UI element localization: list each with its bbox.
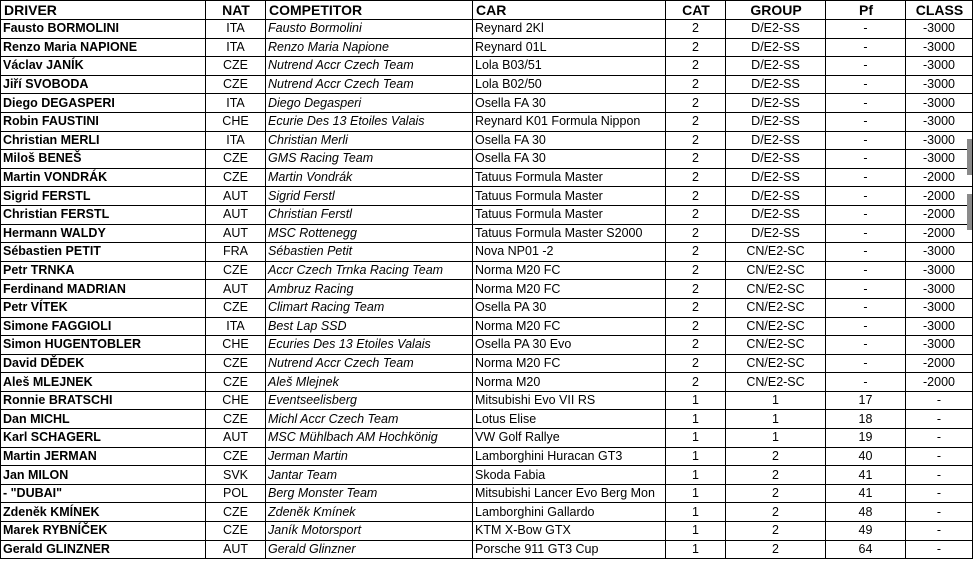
cell-cat: 2 [666,354,726,373]
cell-driver: Fausto BORMOLINI [1,20,206,39]
cell-competitor: Zdeněk Kmínek [266,503,473,522]
cell-car: Tatuus Formula Master [473,187,666,206]
cell-group: D/E2-SS [726,112,826,131]
cell-pf: 41 [826,466,906,485]
cell-driver: Marek RYBNÍČEK [1,522,206,541]
cell-pf: - [826,131,906,150]
cell-class: - [906,447,973,466]
cell-pf: - [826,112,906,131]
header-row [1,1,973,20]
cell-nat: CHE [206,112,266,131]
cell-group: CN/E2-SC [726,280,826,299]
cell-driver: Václav JANÍK [1,57,206,76]
cell-group: CN/E2-SC [726,243,826,262]
cell-nat: CZE [206,150,266,169]
cell-group: 1 [726,391,826,410]
cell-competitor: MSC Rottenegg [266,224,473,243]
cell-class: -3000 [906,112,973,131]
cell-nat: CHE [206,391,266,410]
table-row [1,57,973,76]
table-row [1,503,973,522]
cell-driver: Dan MICHL [1,410,206,429]
cell-class: -3000 [906,75,973,94]
cell-class: -3000 [906,94,973,113]
cell-pf: 19 [826,429,906,448]
cell-nat: CZE [206,261,266,280]
cell-competitor: Christian Ferstl [266,205,473,224]
header-class: CLASS [906,1,973,20]
cell-driver: Jiří SVOBODA [1,75,206,94]
header-group: GROUP [726,1,826,20]
cell-pf: - [826,261,906,280]
cell-competitor: GMS Racing Team [266,150,473,169]
cell-competitor: Christian Merli [266,131,473,150]
table-row [1,466,973,485]
cell-class: -3000 [906,131,973,150]
cell-cat: 1 [666,391,726,410]
cell-cat: 2 [666,317,726,336]
cell-car: Osella PA 30 Evo [473,336,666,355]
cell-pf: - [826,168,906,187]
cell-competitor: Nutrend Accr Czech Team [266,75,473,94]
cell-cat: 2 [666,187,726,206]
cell-cat: 2 [666,150,726,169]
cell-competitor: Best Lap SSD [266,317,473,336]
cell-car: Osella FA 30 [473,131,666,150]
table-row [1,75,973,94]
cell-competitor: Nutrend Accr Czech Team [266,354,473,373]
cell-class: -3000 [906,317,973,336]
table-row [1,38,973,57]
cell-group: 1 [726,429,826,448]
cell-competitor: Martin Vondrák [266,168,473,187]
cell-class: -2000 [906,224,973,243]
cell-group: D/E2-SS [726,224,826,243]
cell-class: -3000 [906,336,973,355]
cell-pf: 17 [826,391,906,410]
cell-pf: 49 [826,522,906,541]
cell-driver: Diego DEGASPERI [1,94,206,113]
cell-cat: 2 [666,57,726,76]
table-row [1,224,973,243]
cell-driver: Petr TRNKA [1,261,206,280]
cell-car: Lamborghini Huracan GT3 [473,447,666,466]
table-row [1,94,973,113]
cell-driver: Miloš BENEŠ [1,150,206,169]
cell-car: Reynard K01 Formula Nippon [473,112,666,131]
cell-pf: 40 [826,447,906,466]
cell-cat: 2 [666,94,726,113]
table-row [1,112,973,131]
table-row [1,373,973,392]
cell-group: D/E2-SS [726,187,826,206]
cell-nat: AUT [206,280,266,299]
cell-driver: Aleš MLEJNEK [1,373,206,392]
cell-cat: 2 [666,224,726,243]
cell-nat: CZE [206,447,266,466]
cell-class: - [906,429,973,448]
cell-pf: - [826,38,906,57]
cell-driver: Petr VÍTEK [1,298,206,317]
cell-pf: - [826,224,906,243]
cell-pf: - [826,298,906,317]
cell-driver: Karl SCHAGERL [1,429,206,448]
table-row [1,298,973,317]
cell-class: -3000 [906,38,973,57]
cell-nat: CZE [206,410,266,429]
cell-class: -2000 [906,354,973,373]
header-cat: CAT [666,1,726,20]
cell-nat: CZE [206,503,266,522]
cell-nat: SVK [206,466,266,485]
cell-cat: 2 [666,373,726,392]
cell-competitor: Climart Racing Team [266,298,473,317]
cell-competitor: Eventseelisberg [266,391,473,410]
cell-cat: 2 [666,131,726,150]
cell-class: -2000 [906,187,973,206]
cell-class: -3000 [906,243,973,262]
cell-competitor: Renzo Maria Napione [266,38,473,57]
cell-pf: - [826,373,906,392]
cell-driver: Martin JERMAN [1,447,206,466]
cell-car: Norma M20 FC [473,354,666,373]
cell-cat: 1 [666,447,726,466]
cell-competitor: Aleš Mlejnek [266,373,473,392]
cell-pf: 64 [826,540,906,559]
table-row [1,20,973,39]
cell-competitor: Jantar Team [266,466,473,485]
cell-competitor: Sébastien Petit [266,243,473,262]
cell-group: D/E2-SS [726,38,826,57]
cell-nat: CHE [206,336,266,355]
cell-group: 2 [726,503,826,522]
cell-car: Tatuus Formula Master [473,205,666,224]
cell-nat: FRA [206,243,266,262]
cell-group: D/E2-SS [726,75,826,94]
cell-group: 2 [726,540,826,559]
cell-nat: CZE [206,75,266,94]
cell-driver: Renzo Maria NAPIONE [1,38,206,57]
cell-car: Osella PA 30 [473,298,666,317]
cell-driver: Ronnie BRATSCHI [1,391,206,410]
header-competitor: COMPETITOR [266,1,473,20]
cell-car: Lola B02/50 [473,75,666,94]
cell-pf: - [826,243,906,262]
cell-pf: - [826,317,906,336]
table-row [1,540,973,559]
header-pf: Pf [826,1,906,20]
table-row [1,243,973,262]
table-row [1,447,973,466]
cell-pf: - [826,57,906,76]
cell-car: Lola B03/51 [473,57,666,76]
cell-group: CN/E2-SC [726,336,826,355]
table-row [1,336,973,355]
table-row [1,187,973,206]
cell-pf: - [826,75,906,94]
header-driver: DRIVER [1,1,206,20]
cell-nat: POL [206,484,266,503]
cell-competitor: Nutrend Accr Czech Team [266,57,473,76]
cell-driver: Simone FAGGIOLI [1,317,206,336]
cell-nat: CZE [206,373,266,392]
cell-competitor: Fausto Bormolini [266,20,473,39]
cell-class: -3000 [906,150,973,169]
cell-competitor: Jerman Martin [266,447,473,466]
cell-driver: Robin FAUSTINI [1,112,206,131]
cell-group: D/E2-SS [726,131,826,150]
cell-cat: 2 [666,20,726,39]
table-row [1,150,973,169]
cell-nat: CZE [206,57,266,76]
cell-car: Norma M20 FC [473,317,666,336]
cell-driver: Christian FERSTL [1,205,206,224]
cell-class: -2000 [906,205,973,224]
cell-class: - [906,484,973,503]
cell-class: - [906,391,973,410]
cell-class: -3000 [906,20,973,39]
cell-class: -2000 [906,168,973,187]
scroll-edge-marker [967,139,972,157]
cell-pf: 48 [826,503,906,522]
cell-class: - [906,410,973,429]
cell-nat: ITA [206,20,266,39]
cell-class: -2000 [906,373,973,392]
cell-competitor: Ecuries Des 13 Etoiles Valais [266,336,473,355]
cell-nat: CZE [206,298,266,317]
cell-car: VW Golf Rallye [473,429,666,448]
cell-pf: - [826,187,906,206]
cell-car: Reynard 2Kl [473,20,666,39]
table-row [1,317,973,336]
cell-driver: Hermann WALDY [1,224,206,243]
cell-nat: ITA [206,94,266,113]
table-row [1,354,973,373]
cell-car: Nova NP01 -2 [473,243,666,262]
cell-competitor: Janík Motorsport [266,522,473,541]
table-row [1,410,973,429]
cell-group: 2 [726,447,826,466]
table-row [1,484,973,503]
cell-driver: Martin VONDRÁK [1,168,206,187]
cell-group: 2 [726,466,826,485]
cell-class: - [906,522,973,541]
cell-class: -3000 [906,57,973,76]
cell-pf: - [826,150,906,169]
cell-pf: - [826,280,906,299]
cell-nat: AUT [206,429,266,448]
cell-car: Tatuus Formula Master S2000 [473,224,666,243]
header-car: CAR [473,1,666,20]
cell-competitor: Ecurie Des 13 Etoiles Valais [266,112,473,131]
cell-cat: 1 [666,410,726,429]
cell-driver: Sébastien PETIT [1,243,206,262]
cell-group: CN/E2-SC [726,354,826,373]
cell-nat: CZE [206,522,266,541]
cell-cat: 2 [666,298,726,317]
cell-nat: ITA [206,38,266,57]
cell-driver: - "DUBAI" [1,484,206,503]
table-row [1,168,973,187]
cell-car: Norma M20 FC [473,261,666,280]
cell-pf: 18 [826,410,906,429]
cell-group: 1 [726,410,826,429]
cell-cat: 1 [666,429,726,448]
cell-group: D/E2-SS [726,168,826,187]
cell-competitor: Sigrid Ferstl [266,187,473,206]
cell-group: CN/E2-SC [726,373,826,392]
cell-cat: 1 [666,503,726,522]
cell-pf: - [826,354,906,373]
cell-competitor: MSC Mühlbach AM Hochkönig [266,429,473,448]
cell-nat: CZE [206,168,266,187]
cell-driver: David DĚDEK [1,354,206,373]
cell-cat: 1 [666,540,726,559]
cell-car: Osella FA 30 [473,94,666,113]
cell-nat: AUT [206,224,266,243]
table-row [1,261,973,280]
cell-class: -3000 [906,261,973,280]
cell-cat: 1 [666,484,726,503]
cell-pf: - [826,336,906,355]
cell-driver: Gerald GLINZNER [1,540,206,559]
cell-competitor: Diego Degasperi [266,94,473,113]
cell-nat: AUT [206,187,266,206]
cell-competitor: Accr Czech Trnka Racing Team [266,261,473,280]
cell-competitor: Ambruz Racing [266,280,473,299]
cell-cat: 2 [666,168,726,187]
cell-cat: 2 [666,38,726,57]
cell-group: D/E2-SS [726,150,826,169]
cell-class: - [906,503,973,522]
cell-cat: 2 [666,280,726,299]
cell-cat: 2 [666,243,726,262]
cell-pf: - [826,205,906,224]
cell-driver: Simon HUGENTOBLER [1,336,206,355]
header-nat: NAT [206,1,266,20]
cell-group: D/E2-SS [726,205,826,224]
cell-cat: 1 [666,466,726,485]
cell-car: Mitsubishi Lancer Evo Berg Mon [473,484,666,503]
scroll-edge-marker [967,157,972,175]
table-row [1,429,973,448]
cell-pf: - [826,94,906,113]
cell-car: KTM X-Bow GTX [473,522,666,541]
cell-class: -3000 [906,298,973,317]
cell-group: D/E2-SS [726,57,826,76]
cell-class: - [906,540,973,559]
cell-group: D/E2-SS [726,20,826,39]
cell-cat: 2 [666,261,726,280]
cell-nat: ITA [206,317,266,336]
cell-class: - [906,466,973,485]
cell-group: D/E2-SS [726,94,826,113]
cell-group: CN/E2-SC [726,298,826,317]
table-row [1,131,973,150]
cell-car: Norma M20 [473,373,666,392]
cell-class: -3000 [906,280,973,299]
cell-group: CN/E2-SC [726,261,826,280]
cell-competitor: Michl Accr Czech Team [266,410,473,429]
cell-cat: 2 [666,336,726,355]
cell-car: Osella FA 30 [473,150,666,169]
cell-car: Norma M20 FC [473,280,666,299]
cell-nat: AUT [206,540,266,559]
cell-cat: 2 [666,75,726,94]
cell-group: CN/E2-SC [726,317,826,336]
cell-group: 2 [726,484,826,503]
cell-competitor: Gerald Glinzner [266,540,473,559]
cell-car: Lamborghini Gallardo [473,503,666,522]
cell-car: Mitsubishi Evo VII RS [473,391,666,410]
cell-driver: Christian MERLI [1,131,206,150]
scroll-edge-marker [967,212,972,230]
cell-nat: CZE [206,354,266,373]
cell-cat: 1 [666,522,726,541]
cell-driver: Ferdinand MADRIAN [1,280,206,299]
cell-driver: Jan MILON [1,466,206,485]
cell-nat: AUT [206,205,266,224]
table-row [1,280,973,299]
scroll-edge-marker [967,194,972,212]
table-row [1,391,973,410]
cell-group: 2 [726,522,826,541]
cell-car: Lotus Elise [473,410,666,429]
cell-pf: - [826,20,906,39]
cell-driver: Sigrid FERSTL [1,187,206,206]
cell-cat: 2 [666,205,726,224]
cell-car: Reynard 01L [473,38,666,57]
cell-car: Porsche 911 GT3 Cup [473,540,666,559]
table-row [1,205,973,224]
cell-pf: 41 [826,484,906,503]
cell-nat: ITA [206,131,266,150]
cell-car: Tatuus Formula Master [473,168,666,187]
cell-driver: Zdeněk KMÍNEK [1,503,206,522]
table-row [1,522,973,541]
cell-cat: 2 [666,112,726,131]
cell-car: Skoda Fabia [473,466,666,485]
cell-competitor: Berg Monster Team [266,484,473,503]
